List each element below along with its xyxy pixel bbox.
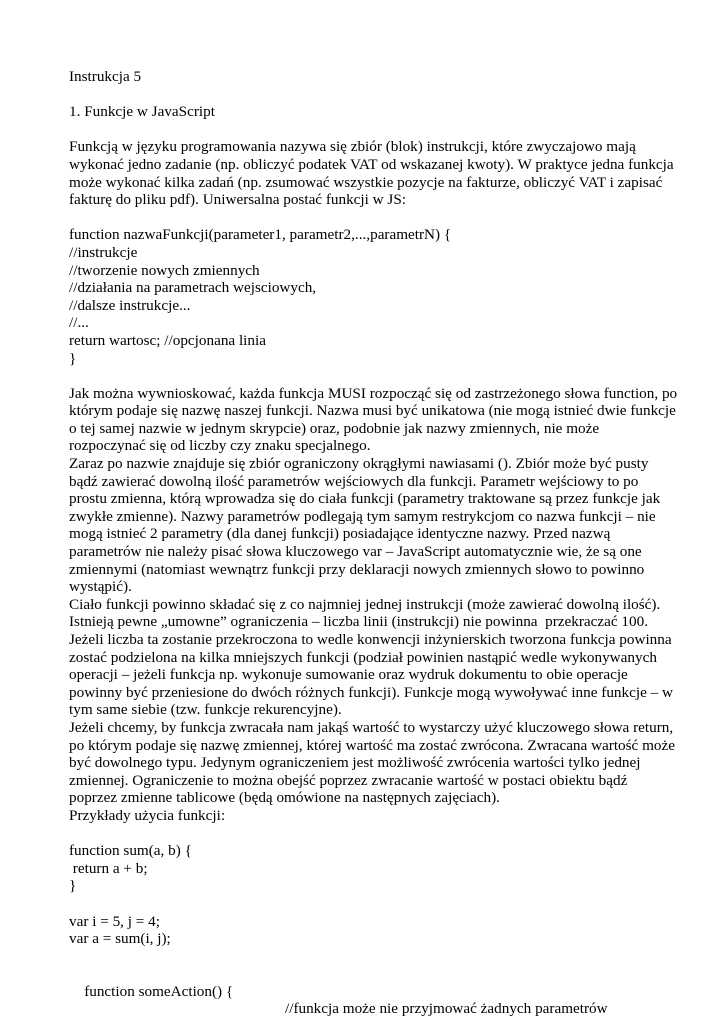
document-page <box>69 68 678 1018</box>
paragraph-line: może wykonać kilka zadań (np. zsumować wszystkie pozycje na fakturze, obliczyć VAT i zapisać <box>69 173 663 191</box>
section-heading: 1. Funkcje w JavaScript <box>69 103 215 121</box>
paragraph-line: Ciało funkcji powinno składać się z co najmniej jednej instrukcji (może zawierać dowolną ilość). <box>69 595 661 613</box>
code-line: //tworzenie nowych zmiennych <box>69 261 260 279</box>
paragraph-line: parametrów nie należy pisać słowa kluczowego var – JavaScript automatycznie wie, że są one <box>69 543 642 561</box>
spacer <box>69 948 669 966</box>
paragraph-line: wykonać jedno zadanie (np. obliczyć podatek VAT od wskazanej kwoty). W praktyce jedna funkcja <box>69 155 674 173</box>
paragraph-line: Jeżeli liczba ta zostanie przekroczona to wedle konwencji inżynierskich tworzona funkcja powinna <box>69 631 672 648</box>
body-paragraphs <box>69 384 678 825</box>
code-line: } <box>69 877 77 895</box>
spacer <box>69 121 669 139</box>
paragraph-line: poprzez zmienne tablicowe (będą omówione na następnych zajęciach). <box>69 789 500 807</box>
code-line: var i = 5, j = 4; <box>69 912 160 930</box>
spacer <box>69 209 669 227</box>
paragraph-line: rozpoczynać się od liczby czy znaku specjalnego. <box>69 437 371 455</box>
code-line: //dalsze instrukcje... <box>69 296 191 314</box>
paragraph-line: prostu zmienna, którą wprowadza się do ciała funkcji (parametry traktowane są przez funkcje jak <box>69 490 661 508</box>
paragraph-line: operacji – jeżeli funkcja np. wykonuje sumowanie oraz wydruk dokumentu to obie operacje <box>69 666 628 684</box>
paragraph-line: tym same siebie (tzw. funkcje rekurencyjne). <box>69 701 342 719</box>
spacer <box>69 825 669 843</box>
paragraph-line: Jak można wywnioskować, każda funkcja MUSI rozpocząć się od zastrzeżonego słowa function, po <box>69 384 678 402</box>
paragraph-line: mogą istnieć 2 parametry (dla danej funkcji) posiadające identyczne nazwy. Przed nazwą <box>69 525 611 543</box>
code-line: return wartosc; //opcjonana linia <box>69 331 266 349</box>
example-vars-code <box>69 913 669 948</box>
paragraph-line: być dowolnego typu. Jedynym ograniczeniem jest możliwość zwrócenia wartości tylko jednej <box>69 754 641 772</box>
paragraph-line: Zaraz po nazwie znajduje się zbiór ograniczony okrągłymi nawiasami (). Zbiór może być pusty <box>69 455 649 473</box>
example-sum-code <box>69 842 669 895</box>
example-action-code <box>69 965 669 1018</box>
code-line: function nazwaFunkcji(parameter1, parametr2,...,parametrN) { <box>69 226 452 244</box>
paragraph-line: o tej samej nazwie w jednym skrypcie) oraz, podobnie jak nazwy zmiennych, nie może <box>69 419 600 437</box>
code-line: return a + b; <box>69 859 148 877</box>
paragraph-line: Przykłady użycia funkcji: <box>69 806 226 824</box>
paragraph-line: zostać podzielona na kilka mniejszych funkcji (podział powinien nastąpić wedle wykonywanych <box>69 648 657 666</box>
spacer <box>69 86 669 104</box>
paragraph-line: bądź zawierać dowolną ilość parametrów wejściowych dla funkcji. Parametr wejściowy to po <box>69 472 639 490</box>
code-comment: //funkcja może nie przyjmować żadnych parametrów <box>285 1000 608 1018</box>
code-line: //działania na parametrach wejsciowych, <box>69 279 317 297</box>
paragraph-line: Funkcją w języku programowania nazywa się zbiór (blok) instrukcji, które zwyczajowo mają <box>69 138 636 156</box>
paragraph-line: Jeżeli chcemy, by funkcja zwracała nam jakąś wartość to wystarczy użyć kluczowego słowa return, <box>69 718 674 736</box>
code-line: //... <box>69 314 89 332</box>
code-line: function sum(a, b) { <box>69 842 192 860</box>
code-line: var a = sum(i, j); <box>69 930 171 948</box>
intro-paragraph <box>69 138 674 209</box>
paragraph-line: zmiennej. Ograniczenie to można obejść poprzez zwracanie wartość w postaci obiektu bądź <box>69 771 628 789</box>
paragraph-line: po którym podaje się nazwę zmiennej, której wartość ma zostać zwrócona. Zwracana wartość może <box>69 736 675 754</box>
code-line: function someAction() { <box>84 982 234 1000</box>
syntax-code-block <box>69 226 669 367</box>
paragraph-line: wystąpić). <box>69 578 132 596</box>
spacer <box>69 367 669 385</box>
code-line: //instrukcje <box>69 243 138 261</box>
paragraph-line: zmiennymi (natomiast wewnątrz funkcji przy deklaracji nowych zmiennych słowo to powinno <box>69 560 645 578</box>
paragraph-line: którym podaje się nazwę naszej funkcji. Nazwa musi być unikatowa (nie mogą istnieć dwie funkcje <box>69 402 676 420</box>
paragraph-line: Istnieją pewne „umowne” ograniczenia – liczba linii (instrukcji) nie powinna przekraczać 100. <box>69 613 648 631</box>
paragraph-line: zwykłe zmienne). Nazwy parametrów podlegają tym samym restrykcjom co nazwa funkcji – nie <box>69 507 656 525</box>
spacer <box>69 895 669 913</box>
paragraph-line: fakturę do pliku pdf). Uniwersalna postać funkcji w JS: <box>69 191 407 209</box>
code-line: } <box>69 349 77 367</box>
document-title: Instrukcja 5 <box>69 68 142 85</box>
paragraph-line: powinny być przeniesione do dwóch różnych funkcji). Funkcje mogą wywoływać inne funkcje – w <box>69 683 673 701</box>
